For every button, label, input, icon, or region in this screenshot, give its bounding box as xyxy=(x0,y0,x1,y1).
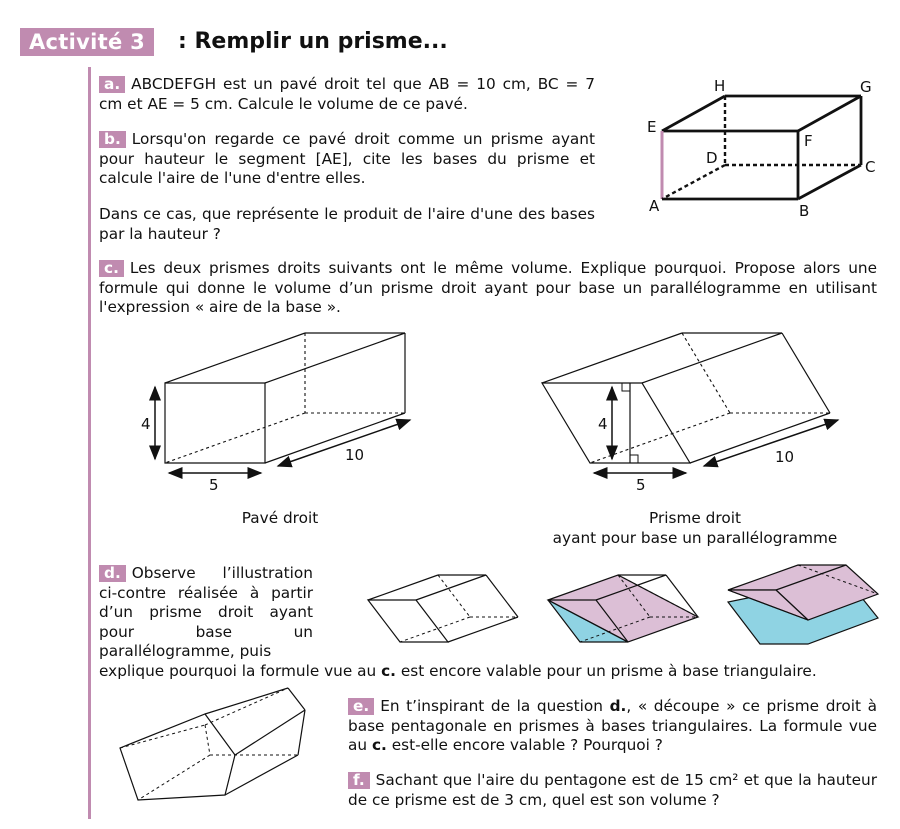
accent-bar xyxy=(88,67,91,819)
question-a xyxy=(99,75,595,114)
prisme-caption-line2: ayant pour base un parallélogramme xyxy=(552,528,838,547)
activity-badge: Activité 3 xyxy=(20,28,154,56)
prisme-length: 10 xyxy=(775,448,795,466)
question-f xyxy=(348,771,877,810)
prisme-caption xyxy=(520,509,870,548)
vertex-f: F xyxy=(804,132,813,150)
prisme-height: 4 xyxy=(598,415,608,433)
question-c xyxy=(99,259,877,318)
question-d-text2: explique pourquoi la formule vue au xyxy=(99,662,382,680)
question-e-ref-d: d. xyxy=(609,697,627,715)
question-b-text: Lorsqu'on regarde ce pavé droit comme un prisme ayant pour hauteur le segment [AE], cite les bases du prisme et calcule l'aire de l'une d'entre elles. xyxy=(99,130,595,188)
pave-width: 5 xyxy=(209,476,219,494)
label-c: c. xyxy=(99,260,124,277)
pave-length: 10 xyxy=(345,446,365,464)
question-a-text: ABCDEFGH est un pavé droit tel que AB = 10 cm, BC = 7 cm et AE = 5 cm. Calcule le volume de ce pavé. xyxy=(99,75,595,113)
question-d-text: Observe l’illustration ci-contre réalisée à partir d’un prisme droit ayant pour base un parallélogramme, puis xyxy=(99,564,313,661)
pave-caption: Pavé droit xyxy=(241,509,319,527)
question-f-text: Sachant que l'aire du pentagone est de 15 cm² et que la hauteur de ce prisme est de 3 cm, quel est son volume ? xyxy=(348,771,877,809)
vertex-c: C xyxy=(865,158,876,176)
cuboid-figure xyxy=(640,75,880,225)
prisme-parallelogramme-figure xyxy=(530,325,850,500)
question-c-text: Les deux prismes droits suivants ont le même volume. Explique pourquoi. Propose alors une formule qui donne le volume d’un prisme droit ayant pour base un parallélogramme en utilisant l'expression « aire de la base ». xyxy=(99,259,877,317)
question-e-ref-c: c. xyxy=(371,736,387,755)
question-e-text2: , « découpe » ce prisme droit à base pentagonale en prismes à bases triangulaires. La formule vue au xyxy=(348,697,877,755)
pave-height: 4 xyxy=(141,415,151,433)
activity-title: : Remplir un prisme... xyxy=(178,29,448,54)
question-d xyxy=(99,564,313,662)
label-e: e. xyxy=(348,698,374,715)
vertex-h: H xyxy=(714,77,726,95)
pentagonal-prism-figure xyxy=(110,680,320,805)
question-b-followup: Dans ce cas, que représente le produit de l'aire d'une des bases par la hauteur ? xyxy=(99,205,595,243)
vertex-d: D xyxy=(706,149,718,167)
question-e-text1: En t’inspirant de la question xyxy=(380,697,610,715)
question-d-text3: est encore valable pour un prisme à base triangulaire. xyxy=(395,662,817,680)
illustration-step1 xyxy=(360,570,530,650)
question-e-text3: est-elle encore valable ? Pourquoi ? xyxy=(386,736,663,755)
vertex-g: G xyxy=(860,78,872,96)
vertex-e: E xyxy=(647,118,657,136)
label-a: a. xyxy=(99,76,125,93)
illustration-step3 xyxy=(720,560,890,645)
prisme-caption-line1: Prisme droit xyxy=(649,509,741,527)
question-d-ref: c. xyxy=(381,662,396,680)
question-e xyxy=(348,697,877,756)
question-d-continued xyxy=(99,662,889,682)
label-b: b. xyxy=(99,131,126,148)
pave-droit-figure xyxy=(130,325,430,500)
illustration-step2 xyxy=(540,570,710,650)
label-d: d. xyxy=(99,565,126,582)
prisme-width: 5 xyxy=(636,476,646,494)
vertex-a: A xyxy=(649,197,660,215)
label-f: f. xyxy=(348,772,370,789)
question-b xyxy=(99,130,595,189)
vertex-b: B xyxy=(799,202,810,220)
